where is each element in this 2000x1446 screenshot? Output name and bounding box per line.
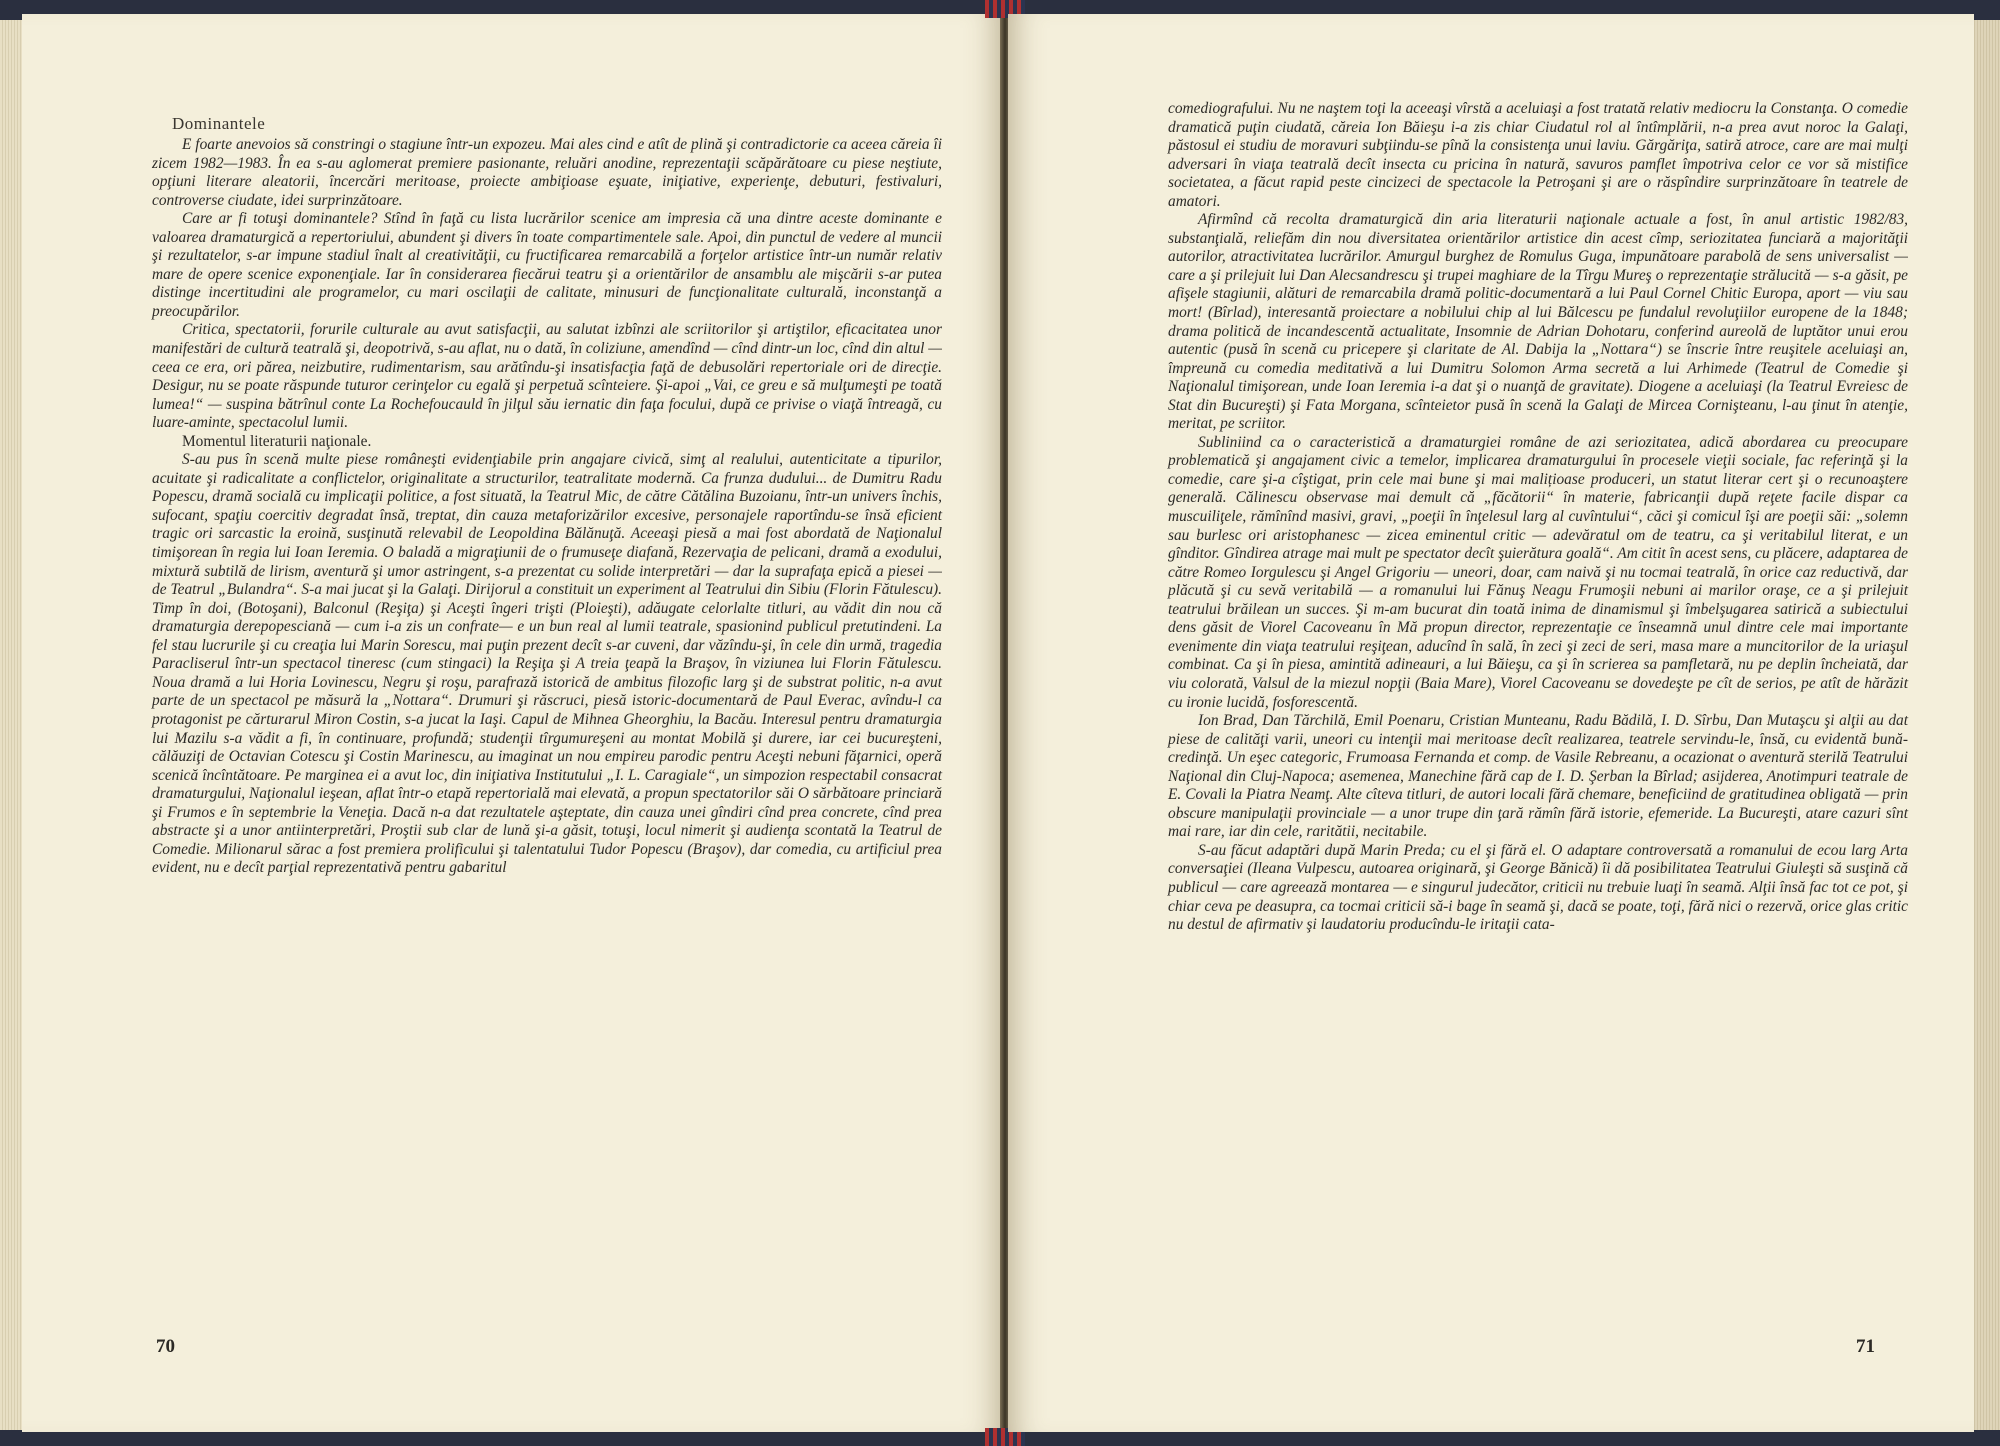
left-text-column — [152, 136, 942, 878]
paragraph: Care ar fi totuşi dominantele? Stînd în faţă cu lista lucrărilor scenice am impresia că una dintre aceste dominante e valoarea dramaturgică a repertoriului, abundent şi divers în toate compartimentele sale. Apoi, din punctul de vedere al muncii şi rezultatelor, s-ar impune stadiul înalt al creativităţii, cu fructificarea remarcabilă a forţelor artistice într-un număr relativ mare de opere scenice exponenţiale. Iar în considerarea fiecărui teatru şi a orientărilor de ansamblu ale mişcării s-ar putea distinge incertitudini ale programelor, cu mari oscilaţii de calitate, minusuri de funcţionalitate culturală, inconstanţă a preocupărilor. — [152, 210, 942, 320]
right-page — [1008, 14, 1974, 1432]
paragraph: E foarte anevoios să constringi o stagiune într-un expozeu. Mai ales cind e atît de plină şi contradictorie ca aceea căreia îi zicem 1982—1983. În ea s-au aglomerat premiere pasionante, reluări anodine, reprezentaţii scăpărătoare cu piese neştiute, opţiuni literare aleatorii, încercări meritoase, proiecte ambiţioase eşuate, iniţiative, experienţe, debuturi, festivaluri, controverse ciudate, idei surprinzătoare. — [152, 136, 942, 209]
page-number: 70 — [156, 1336, 175, 1357]
section-heading: Momentul literaturii naţionale. — [182, 432, 372, 450]
running-header: Dominantele — [172, 114, 266, 133]
paragraph: S-au făcut adaptări după Marin Preda; cu el şi fără el. O adaptare controversată a romanului de ecou larg Arta conversaţiei (Ileana Vulpescu, autoarea originară, şi George Bănică) îi dă posibilitatea Teatrului Giuleşti să susţină că publicul — care agreează montarea — e singurul judecător, criticii nu trebuie luaţi în seamă. Alţii însă fac tot ce pot, şi chiar ceva pe deasupra, ca tocmai criticii să-i bage în seamă şi, dacă se poate, toţi, fără nici o rezervă, orice glas critic nu destul de afirmativ şi laudatoriu producîndu-le iritaţii cata- — [1168, 841, 1908, 934]
left-page — [22, 14, 1002, 1432]
paragraph: Critica, spectatorii, forurile culturale au avut satisfacţii, au salutat izbînzi ale scriitorilor şi artiştilor, eficacitatea unor manifestări de cultură teatrală şi, deopotrivă, s-au aflat, nu o dată, în coliziune, amendînd — cînd dintr-un loc, cînd din altul — ceea ce era, ori părea, neizbutire, rudimentarism, sau arătîndu-şi insatisfacţia faţă de debusolări repertoriale ori de direcţie. Desigur, nu se poate răspunde tuturor cerinţelor cu egală şi perpetuă scînteiere. Şi-apoi „Vai, ce greu e să mulţumeşti pe toată lumea!“ — suspina bătrînul conte La Rochefoucauld în jilţul său iernatic din faţa focului, după ce privise o viaţă întreagă, cu luare-aminte, spectacolul lumii. — [152, 321, 942, 432]
right-page-edges — [1972, 20, 2000, 1430]
paragraph: Subliniind ca o caracteristică a dramaturgiei române de azi seriozitatea, adică abordarea cu preocupare problematică şi angajament civic a temelor, implicarea dramaturgului în procesele vieţii sociale, fac referinţă şi la comedie, care şi-a cîştigat, prin cele mai bune şi mai malițioase produceri, un statut literar cert şi o recunoaştere generală. Călinescu observase mai demult că „făcătorii“ în materie, fabricanţii după reţete facile dispar ca muscuiliţele, rămînînd masivi, gravi, „poeţii în înţelesul larg al cuvîntului“, căci şi comicul îşi are poeţii săi: „solemn sau burlesc ori aristophanesc — zicea eminentul critic — adevăratul om de teatru, ca şi veritabilul literat, e un gînditor. Gîndirea atrage mai mult pe spectator decît şuierătura goală“. Am citit în acest sens, cu plăcere, adaptarea de către Romeo Iorgulescu şi Angel Grigoriu — uneori, doar, cam naivă şi nu tocmai teatrală, în orice caz reductivă, dar plăcută şi cu sevă veritabilă — a romanului lui Fănuş Neagu Frumoşii nebuni ai marilor oraşe, ce a şi prilejuit teatrului brăilean un succes. Şi m-am bucurat din toată inima de dinamismul şi îmbelşugarea satirică a subiectului dens găsit de Viorel Cacoveanu în Mă propun director, reprezentaţie ce înseamnă unul dintre cele mai importante evenimente din viaţa teatrului reşiţean, aducînd în sală, în zeci şi zeci de seri, masa mare a muncitorilor de la uriaşul combinat. Ca şi în piesa, amintită adineauri, a lui Băieşu, ca şi în scrierea sa pamfletară, nu pe deplin încheiată, dar viu colorată, Valsul de la miezul nopţii (Baia Mare), Viorel Cacoveanu se dovedeşte pe cît de serios, pe atît de hărăzit cu ironie lucidă, fosforescentă. — [1168, 433, 1908, 711]
right-text-column — [1168, 100, 1908, 935]
paragraph: Ion Brad, Dan Tărchilă, Emil Poenaru, Cristian Munteanu, Radu Bădilă, I. D. Sîrbu, Dan Mutaşcu şi alţii au dat piese de calităţi varii, uneori cu intenţii mai meritoase decît realizarea, teatrele servindu-le, însă, cu evidentă bună-credinţă. Un eşec categoric, Frumoasa Fernanda et comp. de Vasile Rebreanu, a ocazionat o aventură sterilă Teatrului Naţional din Cluj-Napoca; asemenea, Manechine fără cap de I. D. Şerban la Bîrlad; asijderea, Anotimpuri teatrale de E. Covali la Piatra Neamţ. Alte cîteva titluri, de autori locali fără chemare, beneficiind de gratitudinea obligată — prin obscure manipulaţii provinciale — a unor trupe din ţară rămîn fără istorie, efemeride. La Bucureşti, atare cazuri sînt mai rare, iar din cele, raritătii, necitabile. — [1168, 712, 1908, 841]
left-page-edges — [0, 20, 24, 1430]
paragraph: S-au pus în scenă multe piese româneşti evidenţiabile prin angajare civică, simţ al realului, autenticitate a tipurilor, acuitate şi radicalitate a conflictelor, originalitate a structurilor, teatralitate modernă. Ca frunza dudului... de Dumitru Radu Popescu, dramă socială cu implicaţii politice, a fost situată, la Teatrul Mic, de către Cătălina Buzoianu, într-un univers închis, sufocant, spaţiu coercitiv degradat însă, treptat, din cauza metaforizărilor excesive, personajele raportîndu-se însă eficient tragic ori sarcastic la eroină, susţinută relevabil de Leopoldina Bălănuţă. Aceeaşi piesă a mai fost abordată de Naţionalul timişorean în regia lui Ioan Ieremia. O baladă a migraţiunii de o frumuseţe diafană, Rezervaţia de pelicani, dramă a exodului, mixtură subtilă de lirism, aventură şi umor astringent, s-a prezentat cu solide interpretări — dar la suprafaţa epică a piesei — de Teatrul „Bulandra“. S-a mai jucat şi la Galaţi. Dirijorul a constituit un experiment al Teatrului din Sibiu (Florin Fătulescu). Timp în doi, (Botoşani), Balconul (Reşiţa) şi Aceşti îngeri trişti (Ploieşti), adăugate celorlalte titluri, au vădit din nou că dramaturgia derepopesciană — cum i-a zis un confrate— e un bun real al lumii teatrale, spasionind publicul pretutindeni. La fel stau lucrurile şi cu creaţia lui Marin Sorescu, mai puţin prezent decît s-ar cuveni, dar văzîndu-şi, în cele din urmă, tragedia Paracliserul într-un spectacol tineresc (cum stingaci) la Reşiţa şi A treia ţeapă la Braşov, în viziunea lui Florin Fătulescu. Noua dramă a lui Horia Lovinescu, Negru şi roşu, parafrază istorică de ambitus filozofic larg şi de substrat politic, n-a avut parte de un spectacol pe măsură la „Nottara“. Drumuri şi răscruci, piesă istoric-documentară de Paul Everac, avîndu-l ca protagonist pe cărturarul Miron Costin, s-a jucat la Iaşi. Capul de Mihnea Gheorghiu, la Bacău. Interesul pentru dramaturgia lui Mazilu s-a vădit a fi, în continuare, profundă; studenţii tîrgumureşeni au montat Mobilă şi durere, iar cei bucureşteni, călăuziţi de Octavian Cotescu şi Costin Marinescu, au imaginat un nou empireu parodic pentru Aceşti nebuni făţarnici, operă scenică încîntătoare. Pe marginea ei a avut loc, din iniţiativa Institutului „I. L. Caragiale“, un simpozion respectabil consacrat dramaturgului, Naţionalul ieşean, aflat într-o etapă repertorială mai elevată, a propun spectatorilor săi O sărbătoare princiară şi Frumos e în septembrie la Veneţia. Dacă n-a dat rezultatele aşteptate, din cauza unei gîndiri cînd prea concrete, cînd prea abstracte şi a unor antiinterpretări, Proştii sub clar de lună şi-a găsit, totuşi, locul nimerit şi audienţa scontată la Teatrul de Comedie. Milionarul sărac a fost premiera prolificului şi talentatului Tudor Popescu (Braşov), dar comedia, cu artificiul prea evident, nu e decît parţial reprezentativă pentru gabaritul — [152, 451, 942, 877]
paragraph: Afirmînd că recolta dramaturgică din aria literaturii naţionale actuale a fost, în anul artistic 1982/83, substanţială, reliefăm din nou diversitatea orientărilor artistice din acest cîmp, seriozitatea funciară a majorităţii autorilor, atractivitatea lucrărilor. Amurgul burghez de Romulus Guga, impunătoare parabolă de sens universalist — care a şi prilejuit lui Dan Alecsandrescu şi trupei maghiare de la Tîrgu Mureş o reprezentaţie strălucită — s-a găsit, pe afişele stagiunii, alături de remarcabila dramă politic-documentară a lui Paul Cornel Chitic Europa, aport — viu sau mort! (Bîrlad), interesantă proiectare a nobilului chip al lui Bălcescu pe fundalul revoluţiilor europene de la 1848; drama politică de incandescentă actualitate, Insomnie de Adrian Dohotaru, conferind aureolă de luptător unui erou autentic (pusă în scenă cu pricepere şi claritate de Al. Dabija la „Nottara“) se înscrie între reuşitele aceluiaşi an, împreună cu comedia meditativă a lui Dumitru Solomon Arma secretă a lui Arhimede (Teatrul de Comedie şi Naţionalul timişorean, unde Ioan Ieremia i-a dat şi o nuanţă de gravitate). Diogene a aceluiaşi (la Teatrul Evreiesc de Stat din Bucureşti) şi Fata Morgana, scînteietor pusă în scenă la Galaţi de Mircea Cornişteanu, l-au ţinut în atenţie, meritat, pe scriitor. — [1168, 211, 1908, 433]
paragraph: comediografului. Nu ne naştem toţi la aceeaşi vîrstă a aceluiaşi a fost tratată relativ mediocru la Constanţa. O comedie dramatică puţin ciudată, căreia Ion Băieşu i-a zis chiar Ciudatul rol al întîmplării, n-a prea avut noroc la Galaţi, păstosul ei studiu de moravuri subţiindu-se pînă la consistenţa unui laviu. Gărgăriţa, satiră atroce, care are mai mulţi adversari în viaţa teatrală decît insecta cu pricina în natură, savuros pamflet împotriva celor ce vor să mistifice societatea, a făcut rapid peste cincizeci de spectacole la Petroşani şi are o răspîndire surprinzătoare în teatrele de amatori. — [1168, 100, 1908, 210]
page-number: 71 — [1856, 1336, 1875, 1357]
